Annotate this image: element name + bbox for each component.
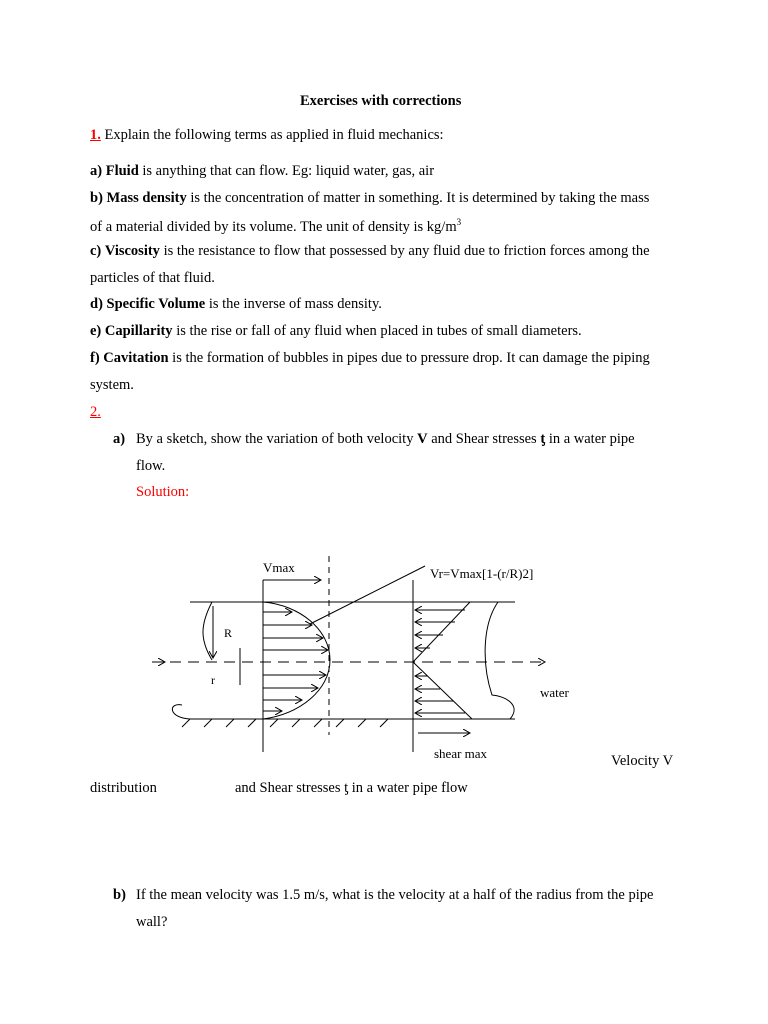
definition-item <box>90 323 582 340</box>
item-text: is the rise or fall of any fluid when placed in tubes of small diameters. <box>172 323 582 339</box>
wall-hatching <box>182 719 388 727</box>
label-shear-max: shear max <box>434 746 488 761</box>
subquestion-a <box>113 431 635 448</box>
pipe-end-right <box>485 602 514 719</box>
question-1 <box>90 127 444 144</box>
item-term: Specific Volume <box>106 296 206 312</box>
solution-label: Solution: <box>136 484 190 500</box>
item-letter: f) <box>90 350 100 366</box>
item-term: Fluid <box>105 163 139 179</box>
item-text: is the resistance to flow that possessed by any fluid due to friction forces among the <box>159 243 650 259</box>
definition-item <box>90 190 649 207</box>
label-r: r <box>211 673 215 687</box>
item-letter: d) <box>90 296 103 312</box>
item-letter: e) <box>90 323 102 339</box>
figure-caption-left: distribution <box>90 780 157 796</box>
item-text: is the formation of bubbles in pipes due to pressure drop. It can damage the piping <box>168 350 650 366</box>
superscript: 3 <box>456 217 462 227</box>
label-R: R <box>224 626 233 640</box>
formula-pointer <box>310 566 425 624</box>
item-text: of a material divided by its volume. The unit of density is kg/m <box>90 218 457 235</box>
item-text: system. <box>90 377 134 393</box>
item-text: is the inverse of mass density. <box>205 296 382 312</box>
question-prompt: Explain the following terms as applied in fluid mechanics: <box>104 127 444 143</box>
definition-continuation <box>90 270 215 287</box>
question-number: 1. <box>90 127 101 143</box>
item-term: Cavitation <box>103 350 169 366</box>
subquestion-continuation: wall? <box>136 914 168 930</box>
label-formula: Vr=Vmax[1-(r/R)2] <box>430 566 534 581</box>
definition-item <box>90 296 382 313</box>
item-letter: b) <box>90 190 103 206</box>
subquestion-b <box>113 887 653 904</box>
figure-caption-right: Velocity V <box>611 753 674 769</box>
definition-item <box>90 350 650 367</box>
subquestion-text: If the mean velocity was 1.5 m/s, what is the velocity at a half of the radius from the pipe <box>136 887 654 903</box>
shear-profile-top <box>413 602 470 662</box>
item-term: Viscosity <box>104 243 160 259</box>
velocity-profile <box>263 602 330 719</box>
shear-profile-bottom <box>413 662 472 719</box>
item-text: particles of that fluid. <box>90 270 215 286</box>
question-number: 2. <box>90 404 101 420</box>
label-vmax: Vmax <box>263 560 295 575</box>
subquestion-letter: a) <box>113 431 126 447</box>
symbol-v: V <box>417 431 428 447</box>
label-water: water <box>540 685 569 700</box>
item-term: Mass density <box>106 190 187 206</box>
pipe-flow-figure <box>0 540 768 770</box>
page-title: Exercises with corrections <box>300 93 462 109</box>
subquestion-continuation: flow. <box>136 458 166 474</box>
subquestion-letter: b) <box>113 887 126 903</box>
subquestion-text: and Shear stresses <box>427 431 541 447</box>
item-text: is anything that can flow. Eg: liquid water, gas, air <box>138 163 435 179</box>
symbol-tau: ƫ <box>540 431 546 447</box>
pipe-end-left <box>203 602 212 660</box>
definition-continuation <box>90 377 134 394</box>
definition-continuation <box>90 217 461 236</box>
definition-item <box>90 243 650 260</box>
item-text: is the concentration of matter in something. It is determined by taking the mass <box>186 190 650 206</box>
item-letter: a) <box>90 163 103 179</box>
definition-item <box>90 163 434 180</box>
subquestion-text: By a sketch, show the variation of both velocity <box>136 431 418 447</box>
figure-caption-mid: and Shear stresses ƫ in a water pipe flow <box>235 780 468 796</box>
item-letter: c) <box>90 243 102 259</box>
item-term: Capillarity <box>104 323 173 339</box>
subquestion-text: in a water pipe <box>545 431 635 447</box>
